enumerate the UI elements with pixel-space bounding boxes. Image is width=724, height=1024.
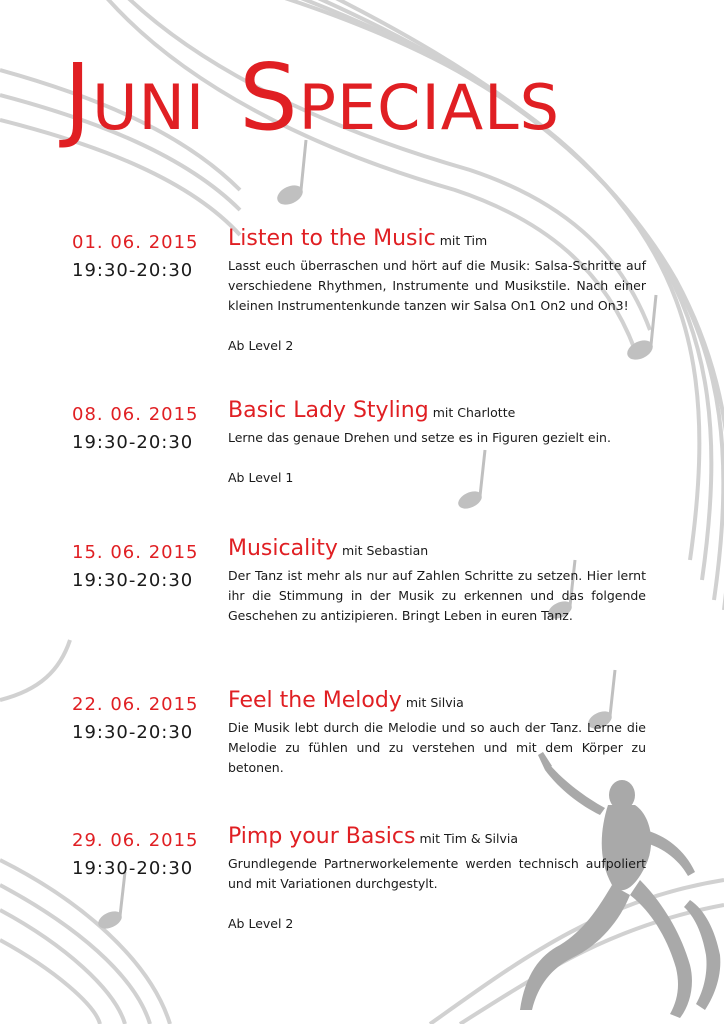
event-date: 15. 06. 2015 [72,542,199,563]
event-level: Ab Level 2 [228,338,294,353]
event-description: Die Musik lebt durch die Melodie und so auch der Tanz. Lerne die Melodie zu fühlen und zu verstehen und mit dem Körper zu betonen. [228,720,646,775]
event-name: Basic Lady Styling [228,398,429,423]
event-content [228,823,646,934]
event-date: 01. 06. 2015 [72,232,199,253]
event-content [228,397,646,488]
event-time: 19:30-20:30 [72,260,194,281]
event-instructor: mit Silvia [405,695,464,710]
event-heading [228,535,646,565]
event-content [228,687,646,798]
event-instructor: mit Sebastian [341,543,429,558]
event-name: Musicality [228,536,338,561]
event-heading [228,687,646,717]
event-time: 19:30-20:30 [72,432,194,453]
event-heading [228,823,646,853]
event-name: Listen to the Music [228,226,436,251]
event-time: 19:30-20:30 [72,570,194,591]
event-date: 08. 06. 2015 [72,404,199,425]
event-content [228,535,646,646]
event-instructor: mit Tim [439,233,488,248]
title-initial-1: J [64,44,93,151]
title-initial-2: S [239,44,299,151]
event-instructor: mit Charlotte [432,405,516,420]
event-time: 19:30-20:30 [72,858,194,879]
title-rest-1: UNI [92,71,206,144]
event-name: Feel the Melody [228,688,402,713]
event-description: Lerne das genaue Drehen und setze es in Figuren gezielt ein. [228,430,611,445]
event-level: Ab Level 1 [228,470,294,485]
event-date: 22. 06. 2015 [72,694,199,715]
page-title [64,44,684,151]
event-name: Pimp your Basics [228,824,416,849]
event-date: 29. 06. 2015 [72,830,199,851]
event-content [228,225,646,356]
event-description: Lasst euch überraschen und hört auf die Musik: Salsa-Schritte auf verschiedene Rhythmen, Instrumente und Musikstile. Nach einer kleinen Instrumentenkunde tanzen wir Salsa On1 On2 und On3! [228,258,646,313]
event-instructor: mit Tim & Silvia [419,831,518,846]
event-level: Ab Level 2 [228,916,294,931]
title-rest-2: PECIALS [298,71,561,144]
event-time: 19:30-20:30 [72,722,194,743]
event-heading [228,397,646,427]
event-description: Der Tanz ist mehr als nur auf Zahlen Schritte zu setzen. Hier lernt ihr die Stimmung in der Musik zu erkennen und das folgende Geschehen zu antizipieren. Bringt Leben in euren Tanz. [228,568,646,623]
event-description: Grundlegende Partnerworkelemente werden technisch aufpoliert und mit Variationen durchgestylt. [228,856,646,891]
event-heading [228,225,646,255]
